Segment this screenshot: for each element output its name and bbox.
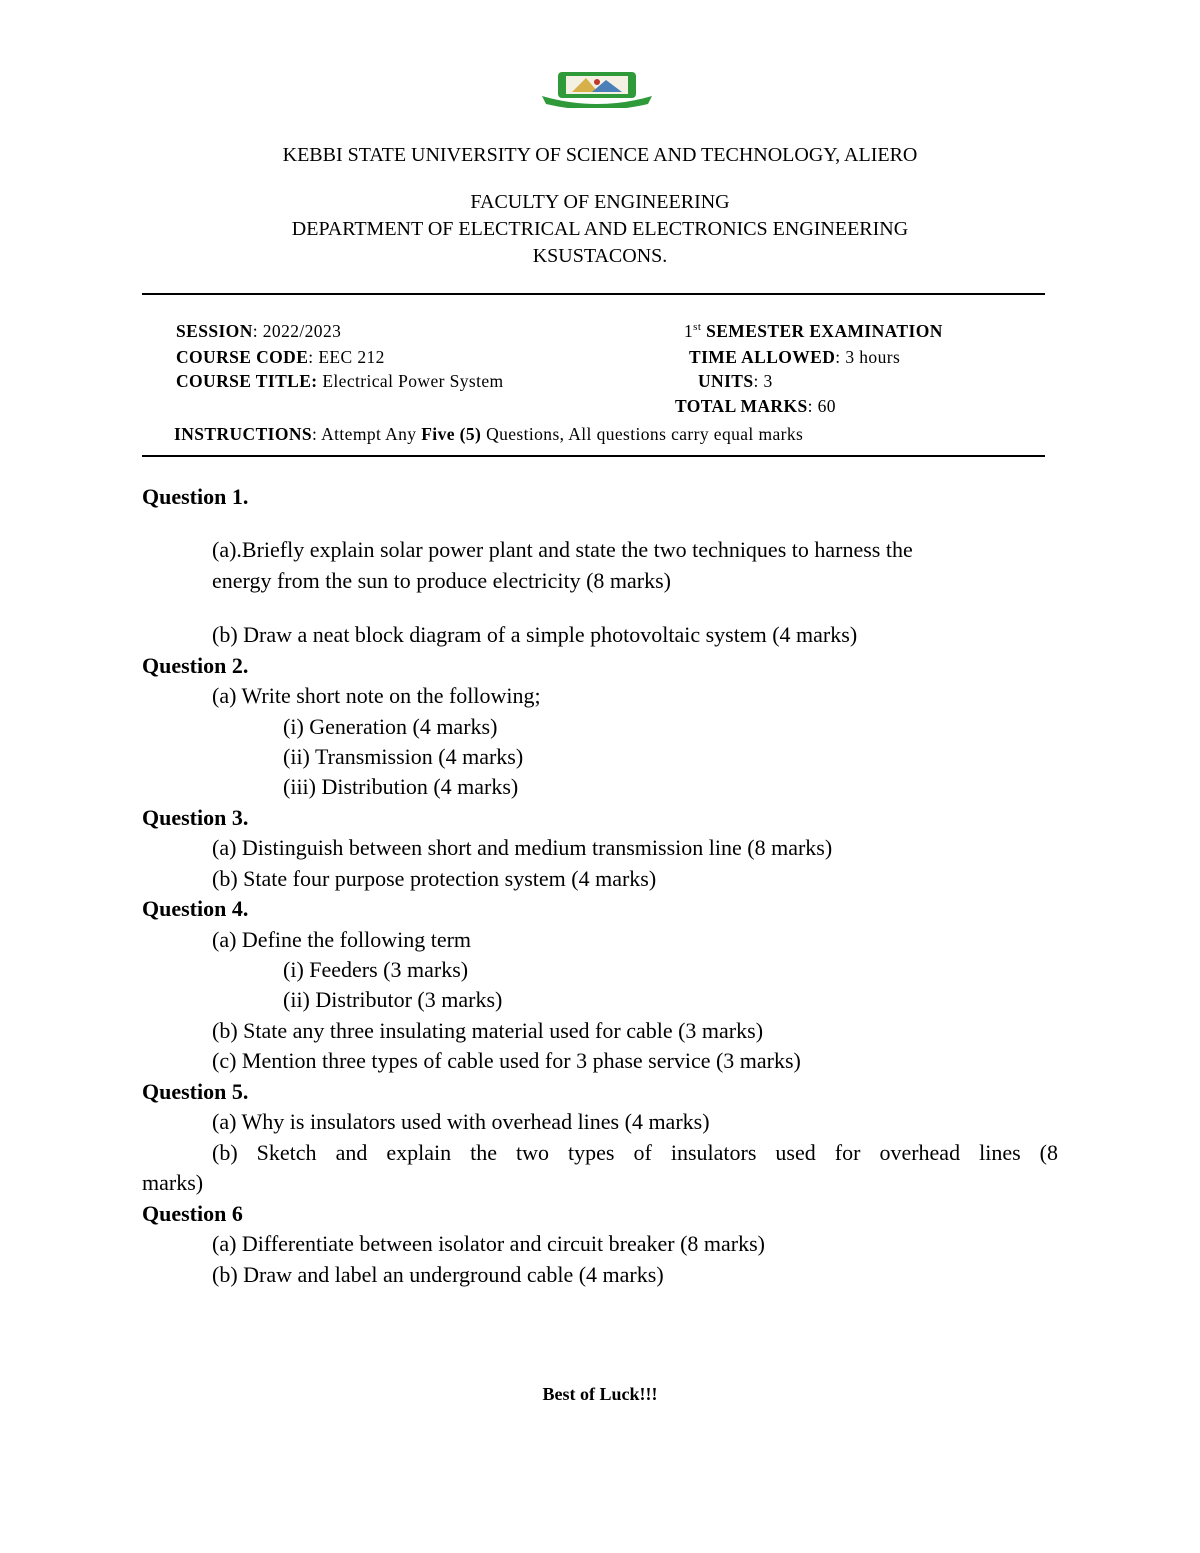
time-allowed-line: TIME ALLOWED: 3 hours [689, 347, 901, 367]
question-1a-line2: energy from the sun to produce electricity (8 marks) [212, 568, 671, 593]
institution-abbr: KSUSTACONS. [532, 245, 668, 267]
question-3-title: Question 3. [142, 805, 249, 830]
session-label: SESSION [176, 321, 253, 341]
course-code-label: COURSE CODE [176, 347, 309, 367]
question-4a-ii: (ii) Distributor (3 marks) [283, 987, 503, 1012]
question-5a: (a) Why is insulators used with overhead lines (4 marks) [212, 1109, 710, 1134]
question-6-title: Question 6 [142, 1201, 243, 1226]
instructions-label: INSTRUCTIONS [174, 424, 313, 444]
top-rule [142, 293, 1045, 295]
question-2a-i: (i) Generation (4 marks) [283, 714, 498, 739]
question-5b-line1: (b) Sketch and explain the two types of insulators used for overhead lines (8 [212, 1140, 1058, 1165]
question-1-title: Question 1. [142, 484, 249, 509]
question-3b: (b) State four purpose protection system (4 marks) [212, 866, 657, 891]
university-name: KEBBI STATE UNIVERSITY OF SCIENCE AND TECHNOLOGY, ALIERO [282, 144, 918, 166]
question-6a: (a) Differentiate between isolator and circuit breaker (8 marks) [212, 1231, 765, 1256]
question-2a-ii: (ii) Transmission (4 marks) [283, 744, 524, 769]
question-2a-iii: (iii) Distribution (4 marks) [283, 774, 519, 799]
bottom-rule [142, 455, 1045, 457]
course-title-line [176, 371, 504, 392]
closing-note: Best of Luck!!! [542, 1384, 658, 1404]
university-logo [536, 68, 658, 108]
question-5-title: Question 5. [142, 1079, 249, 1104]
session-line: SESSION: 2022/2023 [176, 321, 342, 341]
units-line: UNITS: 3 [698, 371, 773, 391]
question-1a-line1: (a).Briefly explain solar power plant and state the two techniques to harness the [212, 537, 913, 562]
question-4a-i: (i) Feeders (3 marks) [283, 957, 469, 982]
faculty-name: FACULTY OF ENGINEERING [470, 191, 730, 213]
course-code-value: EEC 212 [318, 347, 385, 367]
question-2a: (a) Write short note on the following; [212, 683, 541, 708]
total-marks-line: TOTAL MARKS: 60 [675, 396, 836, 416]
question-1b: (b) Draw a neat block diagram of a simple photovoltaic system (4 marks) [212, 622, 858, 647]
question-4-title: Question 4. [142, 896, 249, 921]
question-5b-line2: marks) [142, 1170, 204, 1195]
question-3a: (a) Distinguish between short and medium transmission line (8 marks) [212, 835, 833, 860]
question-4c: (c) Mention three types of cable used for 3 phase service (3 marks) [212, 1048, 801, 1073]
question-6b: (b) Draw and label an underground cable (4 marks) [212, 1262, 664, 1287]
question-4a: (a) Define the following term [212, 927, 472, 952]
instructions-line: INSTRUCTIONS: Attempt Any Five (5) Questions, All questions carry equal marks [174, 424, 804, 444]
department-name: DEPARTMENT OF ELECTRICAL AND ELECTRONICS ENGINEERING [291, 218, 909, 240]
exam-type: 1st SEMESTER EXAMINATION [684, 321, 943, 341]
session-value: 2022/2023 [262, 321, 342, 341]
question-2-title: Question 2. [142, 653, 249, 678]
question-4b: (b) State any three insulating material used for cable (3 marks) [212, 1018, 764, 1043]
course-title-label: COURSE TITLE: [176, 371, 318, 391]
course-code-line: COURSE CODE: EEC 212 [176, 347, 385, 367]
course-title-value: Electrical Power System [322, 371, 504, 391]
